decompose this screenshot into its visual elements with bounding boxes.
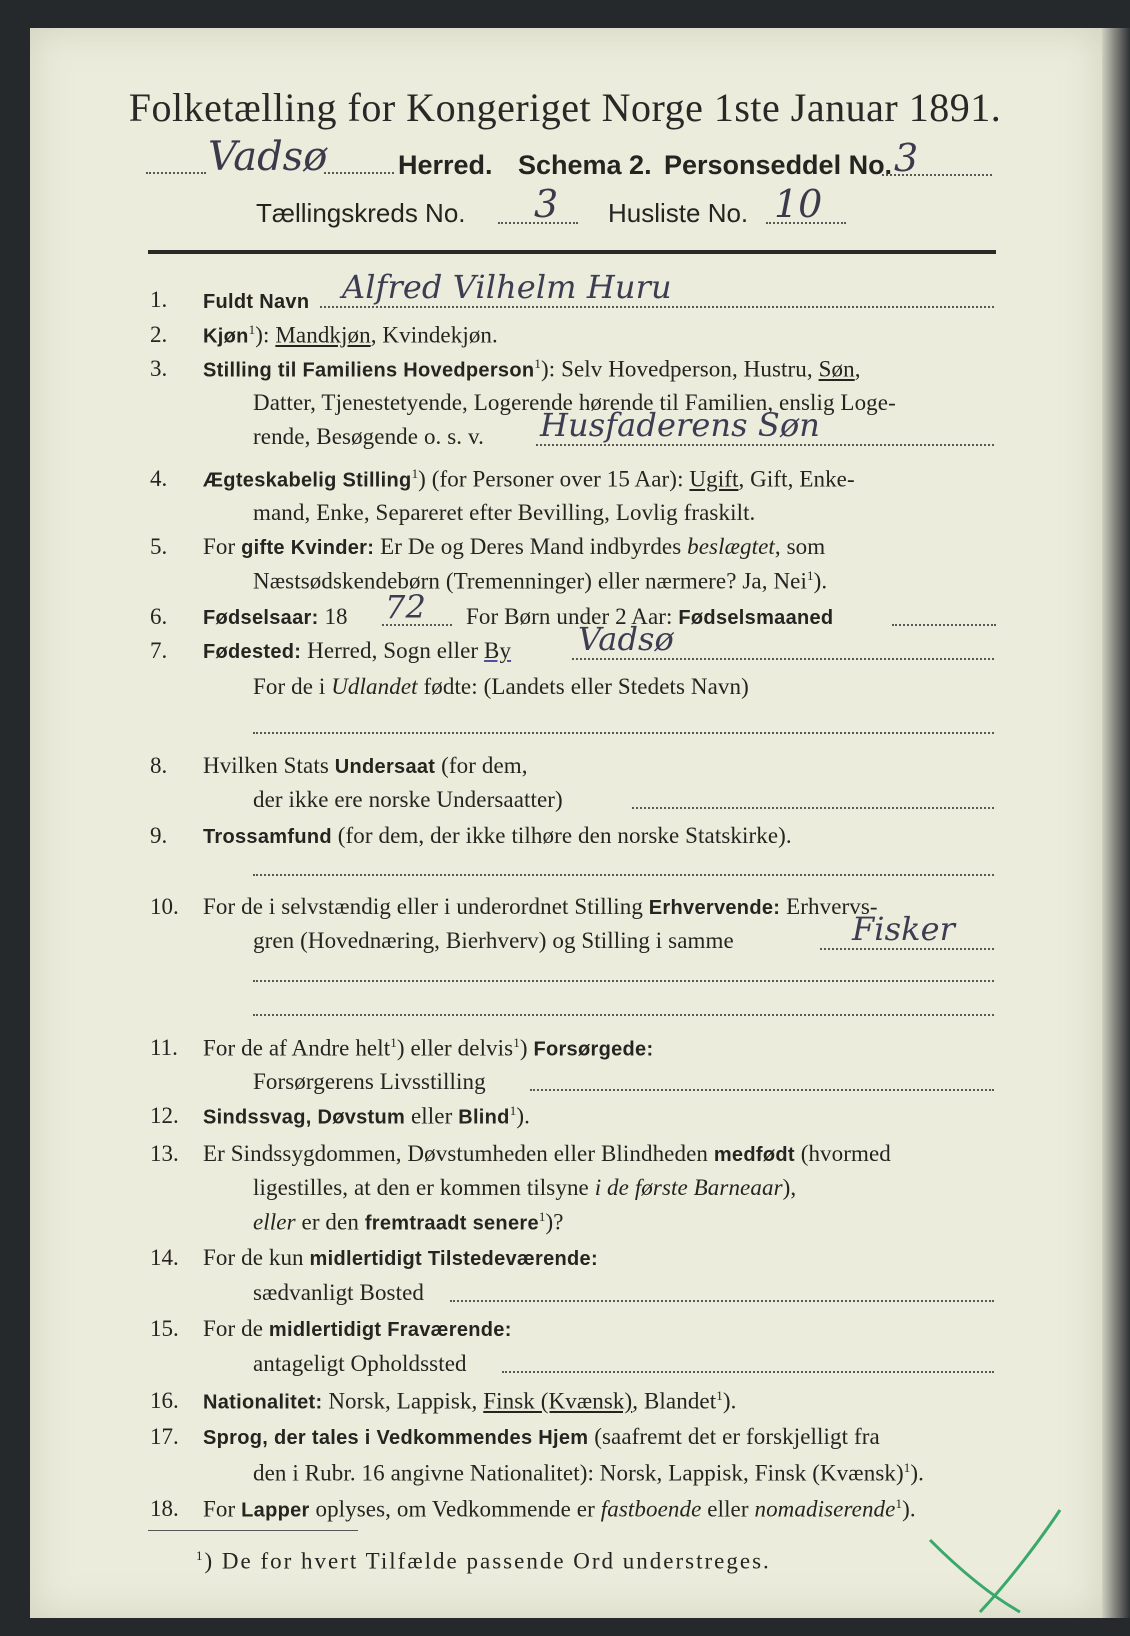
- q6-label2: Fødselsmaaned: [678, 607, 834, 629]
- q13-end: )?: [545, 1209, 564, 1235]
- q10-dots3: [253, 1014, 994, 1016]
- q5-beslaegtet: beslægtet: [687, 534, 775, 559]
- q14-pre: For de kun: [203, 1245, 304, 1270]
- q16-text: Norsk, Lappisk,: [328, 1388, 478, 1414]
- q2-mandkjon: Mandkjøn: [275, 322, 371, 348]
- q8-pre: Hvilken Stats: [203, 753, 329, 778]
- q6-label: Fødselsaar:: [203, 607, 319, 629]
- q11-end: ): [519, 1035, 528, 1061]
- q10-line1-text: For de i selvstændig eller i underordnet Stilling: [203, 894, 643, 919]
- q17-line2: [253, 1460, 924, 1487]
- q12-end: ).: [516, 1103, 530, 1129]
- q11-dots: [530, 1089, 994, 1091]
- q7-line2: [253, 674, 749, 700]
- footnote-rule: [148, 1530, 358, 1531]
- q7-line2a: For de i: [253, 674, 326, 699]
- q9-dots: [253, 874, 994, 876]
- q5-number: 5.: [150, 534, 168, 559]
- dotted-line: [498, 222, 578, 224]
- q16-number: 16.: [150, 1388, 179, 1413]
- q6-prefix: 18: [324, 604, 348, 629]
- q18-mid: eller: [707, 1496, 749, 1522]
- q6-number: 6.: [150, 604, 168, 629]
- q12-number: 12.: [150, 1103, 179, 1128]
- q14-label: midlertidigt Tilstedeværende:: [309, 1248, 598, 1270]
- q18-fastboende: fastboende: [600, 1496, 702, 1522]
- q15-line2: antageligt Opholdssted: [253, 1351, 467, 1376]
- q13-line1: [203, 1141, 891, 1167]
- q10-dots: [820, 948, 994, 950]
- q18-text: oplyses, om Vedkommende er: [315, 1496, 595, 1522]
- q3-line1-text: ): Selv Hovedperson, Hustru,: [540, 356, 813, 382]
- schema-label: Schema 2.: [518, 150, 652, 180]
- q13-label2: fremtraadt senere: [364, 1212, 539, 1235]
- q15-pre: For de: [203, 1316, 264, 1341]
- herred-row: [146, 134, 996, 190]
- q16-finsk: Finsk (Kvænsk): [483, 1388, 633, 1414]
- q9-number: 9.: [150, 823, 168, 848]
- q16-close: ).: [722, 1388, 737, 1414]
- q6-value: 72: [385, 588, 426, 626]
- q4-label: Ægteskabelig Stilling: [203, 469, 412, 492]
- q9-line: [203, 823, 792, 849]
- q18-label: Lapper: [241, 1499, 310, 1522]
- q13-line1-text: Er Sindssygdommen, Døvstumheden eller Blindheden: [203, 1141, 708, 1166]
- q13-number: 13.: [150, 1141, 179, 1166]
- q2-rest: , Kvindekjøn.: [370, 322, 498, 348]
- q9-label: Trossamfund: [203, 826, 332, 848]
- q6-dots: [382, 624, 452, 626]
- q8-number: 8.: [150, 753, 168, 778]
- q5-line1-text: Er De og Deres Mand indbyrdes: [380, 534, 682, 559]
- q12-label2: Blind: [458, 1106, 510, 1129]
- q8-dots: [632, 807, 994, 809]
- q11-line1: [203, 1035, 653, 1062]
- q14-number: 14.: [150, 1245, 179, 1270]
- q13-line3: [253, 1209, 564, 1236]
- q8-label: Undersaat: [334, 756, 436, 778]
- q5-line2: [253, 568, 827, 595]
- q17-end: ).: [910, 1460, 924, 1486]
- q14-line2: sædvanligt Bosted: [253, 1280, 425, 1305]
- q18-line: [203, 1496, 916, 1523]
- q13-line3i: eller: [253, 1209, 296, 1235]
- q12-label1: Sindssvag, Døvstum: [203, 1106, 406, 1129]
- q15-number: 15.: [150, 1316, 179, 1341]
- q17-line2-text: den i Rubr. 16 angivne Nationalitet): Norsk, Lappisk, Finsk (Kvænsk): [253, 1460, 904, 1486]
- q3-line1: Stilling til Familiens Hovedperson$^1$): Selv Hovedperson, Hustru, Søn,: [203, 356, 861, 382]
- q8-post: (for dem,: [441, 753, 528, 778]
- herred-label: Herred.: [398, 150, 493, 180]
- q2-colon: ):: [255, 322, 270, 348]
- q4-line2: mand, Enke, Separeret efter Bevilling, Lovlig fraskilt.: [253, 500, 756, 525]
- herred-value: Vadsø: [208, 134, 328, 180]
- q13-sup: 1: [538, 1209, 546, 1224]
- q11-sup2: 1: [513, 1035, 520, 1050]
- q4-line1: [203, 466, 855, 493]
- q1-value: Alfred Vilhelm Huru: [342, 268, 672, 306]
- kreds-label: Tællingskreds No.: [256, 198, 466, 228]
- q17-number: 17.: [150, 1424, 179, 1449]
- q18-number: 18.: [150, 1496, 179, 1521]
- q15-line1: [203, 1316, 512, 1342]
- q7-value: Vadsø: [578, 620, 674, 658]
- q13-label: medfødt: [713, 1144, 795, 1166]
- personseddel-label: Personseddel No.: [664, 150, 893, 180]
- q5-pre: For: [203, 534, 236, 559]
- q4-sup: 1: [411, 466, 419, 481]
- q17-line1: [203, 1424, 880, 1450]
- q11-line2: Forsørgerens Livsstilling: [253, 1069, 486, 1094]
- q18-end: ).: [902, 1496, 916, 1522]
- q13-line1b: (hvormed: [800, 1141, 891, 1166]
- q3-value: Husfaderens Søn: [540, 406, 821, 444]
- q7-number: 7.: [150, 638, 168, 663]
- q10-label: Erhvervende:: [648, 897, 781, 919]
- q1-line: [203, 288, 309, 314]
- kreds-value: 3: [534, 182, 559, 226]
- q7-text: Herred, Sogn eller: [307, 638, 479, 663]
- q10-line1: [203, 894, 878, 920]
- q7-by: By: [484, 638, 512, 663]
- q12-mid: eller: [410, 1103, 453, 1129]
- q4-ugift: Ugift: [689, 466, 739, 492]
- q13-line2i: i de første Barneaar: [594, 1175, 783, 1200]
- q5-line1: [203, 534, 825, 560]
- q10-number: 10.: [150, 894, 179, 919]
- q9-text: (for dem, der ikke tilhøre den norske Statskirke).: [337, 823, 792, 848]
- q17-sup: 1: [903, 1460, 911, 1475]
- q11-mid: ) eller delvis: [396, 1035, 514, 1061]
- q5-line2-text: Næstsødskendebørn (Tremenninger) eller nærmere? Ja, Nei: [253, 568, 807, 594]
- q18-nomadiserende: nomadiserende: [754, 1496, 896, 1522]
- q5-label: gifte Kvinder:: [241, 537, 375, 559]
- q4-line1a: ) (for Personer over 15 Aar):: [418, 466, 684, 492]
- q1-number: 1.: [150, 287, 168, 312]
- form-title: Folketælling for Kongeriget Norge 1ste Januar 1891.: [128, 85, 1002, 130]
- q2-line: [203, 322, 498, 349]
- dotted-line: [766, 222, 846, 224]
- q13-line2b: ),: [782, 1175, 797, 1200]
- q6-dots2: [892, 624, 996, 626]
- q16-label: Nationalitet:: [203, 1391, 323, 1414]
- q16-end: , Blandet: [632, 1388, 717, 1414]
- q12-sup: 1: [509, 1103, 517, 1118]
- q18-pre: For: [203, 1496, 236, 1522]
- q10-dots2: [253, 980, 994, 982]
- q13-line2a: ligestilles, at den er kommen tilsyne: [253, 1175, 589, 1200]
- q18-sup: 1: [895, 1496, 903, 1511]
- personseddel-value: 3: [894, 136, 919, 180]
- q11-number: 11.: [150, 1035, 178, 1060]
- q14-line1: [203, 1245, 598, 1271]
- q12-line: [203, 1103, 530, 1130]
- q1-label: Fuldt Navn: [203, 291, 310, 313]
- q2-number: 2.: [150, 322, 168, 347]
- q7-dots2: [253, 732, 994, 734]
- q10-line2: gren (Hovednæring, Bierhverv) og Stilling i samme: [253, 928, 734, 953]
- q15-dots: [502, 1371, 994, 1373]
- green-checkmark: [920, 1500, 1070, 1620]
- q10-line1b: Erhvervs-: [786, 894, 878, 919]
- header-divider: [148, 250, 996, 254]
- footnote: [196, 1548, 771, 1575]
- kreds-row: [146, 182, 996, 238]
- q7-line2b: fødte: (Landets eller Stedets Navn): [423, 674, 749, 699]
- q14-dots: [450, 1300, 994, 1302]
- q2-label: Kjøn: [203, 325, 249, 348]
- dotted-line: [882, 174, 992, 176]
- q4-number: 4.: [150, 466, 168, 491]
- q8-line1: [203, 753, 528, 779]
- q17-label: Sprog, der tales i Vedkommendes Hjem: [203, 1427, 589, 1449]
- q2-sup: 1: [248, 322, 256, 337]
- q10-value: Fisker: [852, 910, 956, 948]
- dotted-line: [324, 172, 394, 174]
- q11-line1-text: For de af Andre helt: [203, 1035, 391, 1061]
- q3-label: Stilling til Familiens Hovedperson: [203, 359, 535, 382]
- q13-line3: er den: [301, 1209, 359, 1235]
- q3-number: 3.: [150, 356, 168, 381]
- q8-line2: der ikke ere norske Undersaatter): [253, 787, 563, 812]
- q7-line1: [203, 638, 511, 664]
- page-edge: [1102, 28, 1130, 1618]
- q3-son: Søn: [818, 356, 855, 382]
- q11-label: Forsørgede:: [533, 1038, 654, 1061]
- q5-line1b: , som: [774, 534, 826, 559]
- q5-end: ).: [813, 568, 828, 594]
- q3-line2: Datter, Tjenestetyende, Logerende hørende til Familien, enslig Loge-: [253, 390, 896, 415]
- q11-sup1: 1: [390, 1035, 397, 1050]
- footnote-sup: 1: [196, 1548, 205, 1563]
- q1-dots: [320, 306, 994, 308]
- q6-mid: For Børn under 2 Aar:: [466, 604, 673, 629]
- q5-sup: 1: [806, 568, 814, 583]
- q3-sup: 1: [534, 356, 541, 371]
- q15-label: midlertidigt Fraværende:: [268, 1319, 512, 1341]
- q7-label: Fødested:: [203, 641, 302, 663]
- husliste-label: Husliste No.: [608, 198, 749, 228]
- dotted-line: [146, 172, 206, 174]
- q3-dots: [536, 444, 994, 446]
- q4-line1b: , Gift, Enke-: [738, 466, 855, 492]
- q7-udlandet: Udlandet: [331, 674, 418, 699]
- q3-line3: rende, Besøgende o. s. v.: [253, 424, 484, 449]
- q16-line: [203, 1388, 736, 1415]
- q7-dots: [572, 658, 994, 660]
- q6-line: [203, 604, 348, 630]
- q16-sup: 1: [716, 1388, 723, 1403]
- q17-line1b: (saafremt det er forskjelligt fra: [594, 1424, 880, 1449]
- husliste-value: 10: [774, 182, 823, 226]
- footnote-text: ) De for hvert Tilfælde passende Ord understreges.: [204, 1548, 771, 1574]
- q13-line2: [253, 1175, 796, 1201]
